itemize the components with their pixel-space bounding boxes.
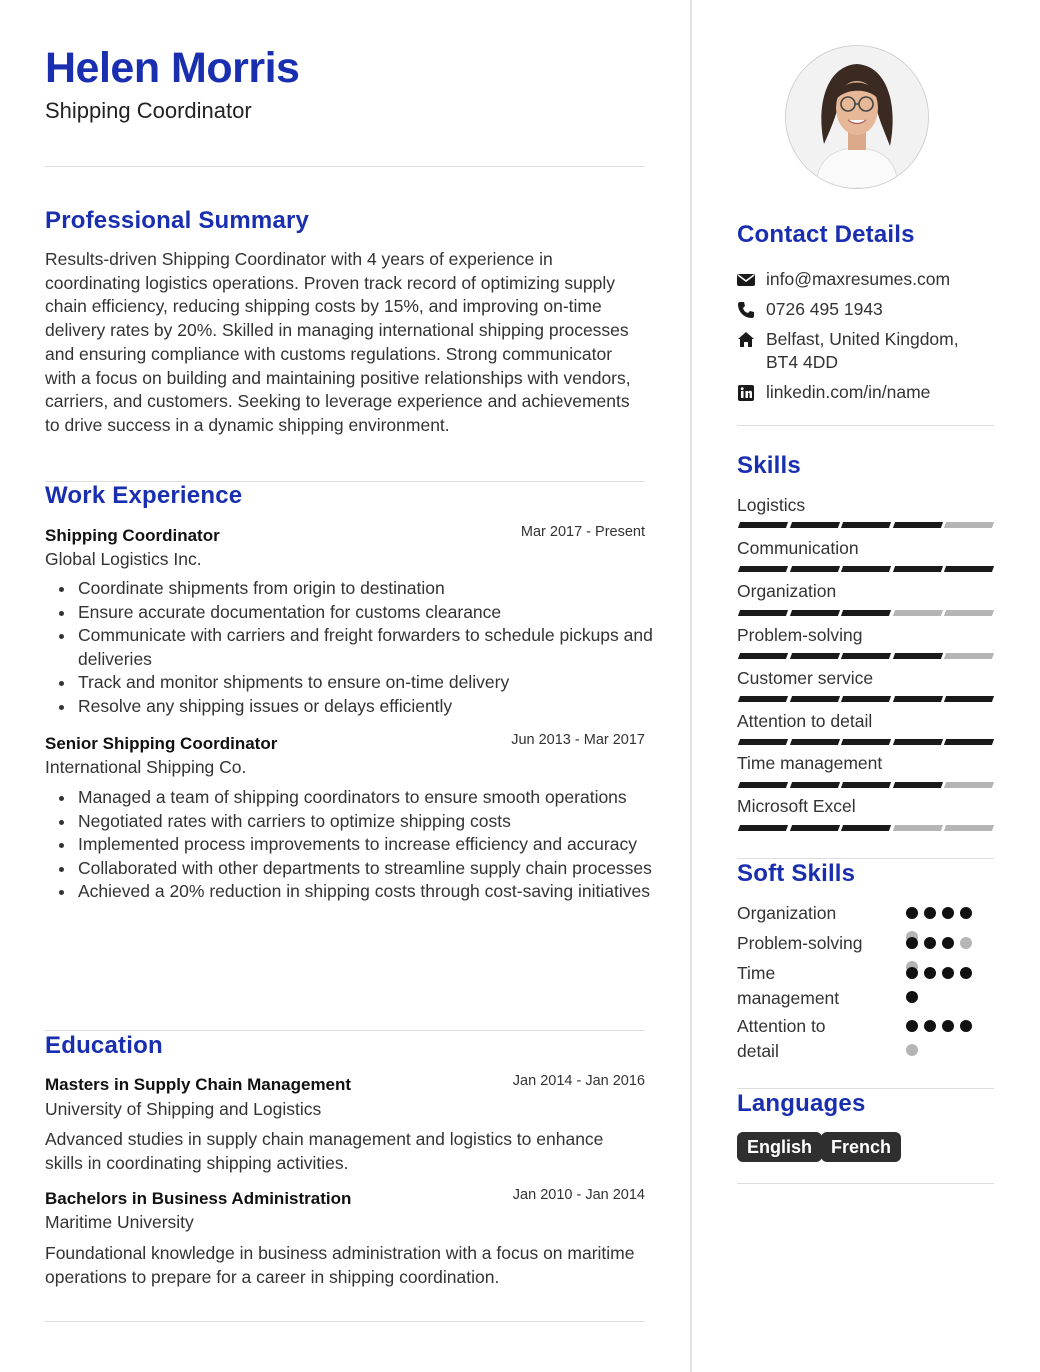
skill-bar-segment (944, 696, 994, 702)
degree-description: Foundational knowledge in business administration with a focus on maritime operations to prepare for a career in shipping coordination. (45, 1243, 635, 1287)
rating-dot (942, 1020, 954, 1032)
skill-bar-segment (789, 825, 839, 831)
linkedin-icon (737, 384, 755, 402)
skill-bar-segment (841, 610, 891, 616)
education-heading: Education (45, 1032, 163, 1059)
rating-dot (924, 967, 936, 979)
skill-bar-segment (789, 653, 839, 659)
soft-skill-label: Attention to detail (737, 1016, 826, 1061)
skill-label: Attention to detail (737, 711, 873, 731)
skill-bar-segment (892, 739, 942, 745)
rating-dot (942, 967, 954, 979)
list-item: Coordinate shipments from origin to destination (78, 577, 678, 601)
candidate-title: Shipping Coordinator (45, 98, 252, 123)
soft-skill-label: Time management (737, 963, 840, 1008)
skill-bar-segment (892, 825, 942, 831)
skill-bar-segment (944, 610, 994, 616)
job-company: International Shipping Co. (45, 757, 247, 777)
soft-skill-label: Problem-solving (737, 933, 863, 953)
skill-label: Logistics (737, 495, 806, 515)
soft-skill-label: Organization (737, 903, 837, 923)
skill-bar-segment (944, 653, 994, 659)
skill-bar-segment (944, 782, 994, 788)
rating-dot (906, 907, 918, 919)
candidate-name: Helen Morris (45, 44, 300, 92)
skills-heading: Skills (737, 452, 801, 479)
avatar (786, 46, 928, 188)
skill-bar (737, 825, 993, 831)
skill-bar-segment (944, 825, 994, 831)
skill-bar (737, 782, 993, 788)
rating-dot (906, 1020, 918, 1032)
job-bullets (45, 577, 678, 718)
list-item: Ensure accurate documentation for customs clearance (78, 601, 678, 625)
list-item: Track and monitor shipments to ensure on-time delivery (78, 671, 678, 695)
rating-dot (960, 1020, 972, 1032)
skill-bar-segment (841, 696, 891, 702)
column-divider (690, 0, 692, 1372)
skill-bar-segment (738, 782, 788, 788)
skill-bar-segment (944, 566, 994, 572)
rating-dot (942, 907, 954, 919)
skill-bar-segment (892, 653, 942, 659)
skill-bar (737, 653, 993, 659)
rating-dot (942, 937, 954, 949)
skill-bar-segment (841, 825, 891, 831)
rating-dot (960, 907, 972, 919)
skill-bar (737, 522, 993, 528)
skill-bar-segment (841, 522, 891, 528)
list-item: Achieved a 20% reduction in shipping costs through cost-saving initiatives (78, 880, 678, 904)
skill-label: Communication (737, 538, 859, 558)
skill-bar-segment (841, 739, 891, 745)
degree-description: Advanced studies in supply chain management and logistics to enhance skills in coordinating shipping activities. (45, 1129, 604, 1173)
summary-heading: Professional Summary (45, 207, 310, 234)
list-item: Communicate with carriers and freight forwarders to schedule pickups and deliveries (78, 624, 678, 671)
skill-bar-segment (892, 522, 942, 528)
email-text[interactable]: info@maxresumes.com (766, 269, 951, 289)
languages-heading: Languages (737, 1090, 866, 1117)
skill-bar-segment (841, 566, 891, 572)
skill-bar-segment (789, 696, 839, 702)
soft-skills-heading: Soft Skills (737, 860, 856, 887)
skill-bar-segment (789, 566, 839, 572)
skills-divider (737, 858, 994, 859)
summary-text: Results-driven Shipping Coordinator with 4 years of experience in coordinating logistics operations. Proven track record of optimizing supply chain efficiency, reducing shipping costs by 15%, and improving on-time delivery rates by 20%. Skilled in managing international shipping processes and ensuring compliance with customs regulations. Strong communicator with a focus on building and maintaining positive relationships with vendors, carriers, and customers. Seeking to leverage experience and achievements to drive success in a dynamic shipping environment. (45, 249, 631, 435)
degree-dates: Jan 2014 - Jan 2016 (512, 1073, 645, 1089)
degree-title: Masters in Supply Chain Management (45, 1075, 352, 1094)
skill-bar (737, 739, 993, 745)
skill-label: Organization (737, 581, 837, 601)
phone-text[interactable]: 0726 495 1943 (766, 299, 883, 319)
skill-label: Microsoft Excel (737, 796, 856, 816)
job-bullets (45, 786, 678, 904)
contact-divider (737, 425, 994, 426)
skill-bar-segment (944, 739, 994, 745)
skill-label: Customer service (737, 668, 874, 688)
skill-bar-segment (789, 739, 839, 745)
skill-bar-segment (892, 566, 942, 572)
job-dates: Jun 2013 - Mar 2017 (511, 732, 645, 748)
skill-bar-segment (738, 610, 788, 616)
job-company: Global Logistics Inc. (45, 549, 202, 569)
skill-bar (737, 696, 993, 702)
skill-bar-segment (738, 696, 788, 702)
skill-bar-segment (789, 782, 839, 788)
header-divider (45, 166, 645, 167)
home-icon (737, 331, 755, 349)
rating-dot (924, 1020, 936, 1032)
degree-dates: Jan 2010 - Jan 2014 (512, 1187, 645, 1203)
address-text: Belfast, United Kingdom, BT4 4DD (766, 329, 959, 372)
experience-divider (45, 1030, 645, 1031)
skill-bar-segment (789, 522, 839, 528)
skill-bar-segment (841, 653, 891, 659)
skill-bar-segment (789, 610, 839, 616)
rating-dot (906, 937, 918, 949)
skill-bar-segment (892, 610, 942, 616)
rating-dot (906, 1044, 918, 1056)
email-icon (737, 271, 755, 289)
skill-bar-segment (841, 782, 891, 788)
list-item: Implemented process improvements to increase efficiency and accuracy (78, 833, 678, 857)
skill-bar-segment (738, 825, 788, 831)
experience-heading: Work Experience (45, 482, 243, 509)
skill-bar-segment (738, 566, 788, 572)
skill-label: Time management (737, 753, 883, 773)
linkedin-text[interactable]: linkedin.com/in/name (766, 382, 931, 402)
rating-dot (960, 937, 972, 949)
skill-bar-segment (738, 739, 788, 745)
job-dates: Mar 2017 - Present (520, 524, 645, 540)
skill-bar-segment (738, 522, 788, 528)
school-name: Maritime University (45, 1212, 194, 1232)
rating-dot (924, 937, 936, 949)
language-tag: French (821, 1132, 901, 1162)
soft-skills-divider (737, 1088, 994, 1089)
soft-skill-rating (906, 1020, 986, 1060)
rating-dot (924, 907, 936, 919)
contact-heading: Contact Details (737, 221, 915, 248)
list-item: Resolve any shipping issues or delays efficiently (78, 695, 678, 719)
languages-divider (737, 1183, 994, 1184)
list-item: Managed a team of shipping coordinators to ensure smooth operations (78, 786, 678, 810)
rating-dot (906, 967, 918, 979)
skill-bar (737, 610, 993, 616)
degree-title: Bachelors in Business Administration (45, 1189, 352, 1208)
soft-skill-rating (906, 967, 986, 1007)
list-item: Collaborated with other departments to streamline supply chain processes (78, 857, 678, 881)
skill-bar-segment (738, 653, 788, 659)
education-divider (45, 1321, 645, 1322)
language-tag: English (737, 1132, 822, 1162)
job-title: Shipping Coordinator (45, 526, 220, 545)
skill-bar-segment (892, 696, 942, 702)
phone-icon (737, 301, 755, 319)
skill-bar (737, 566, 993, 572)
profile-photo (785, 45, 929, 189)
rating-dot (906, 991, 918, 1003)
skill-label: Problem-solving (737, 625, 863, 645)
school-name: University of Shipping and Logistics (45, 1099, 322, 1119)
skill-bar-segment (892, 782, 942, 788)
rating-dot (960, 967, 972, 979)
list-item: Negotiated rates with carriers to optimize shipping costs (78, 810, 678, 834)
skill-bar-segment (944, 522, 994, 528)
job-title: Senior Shipping Coordinator (45, 734, 278, 753)
